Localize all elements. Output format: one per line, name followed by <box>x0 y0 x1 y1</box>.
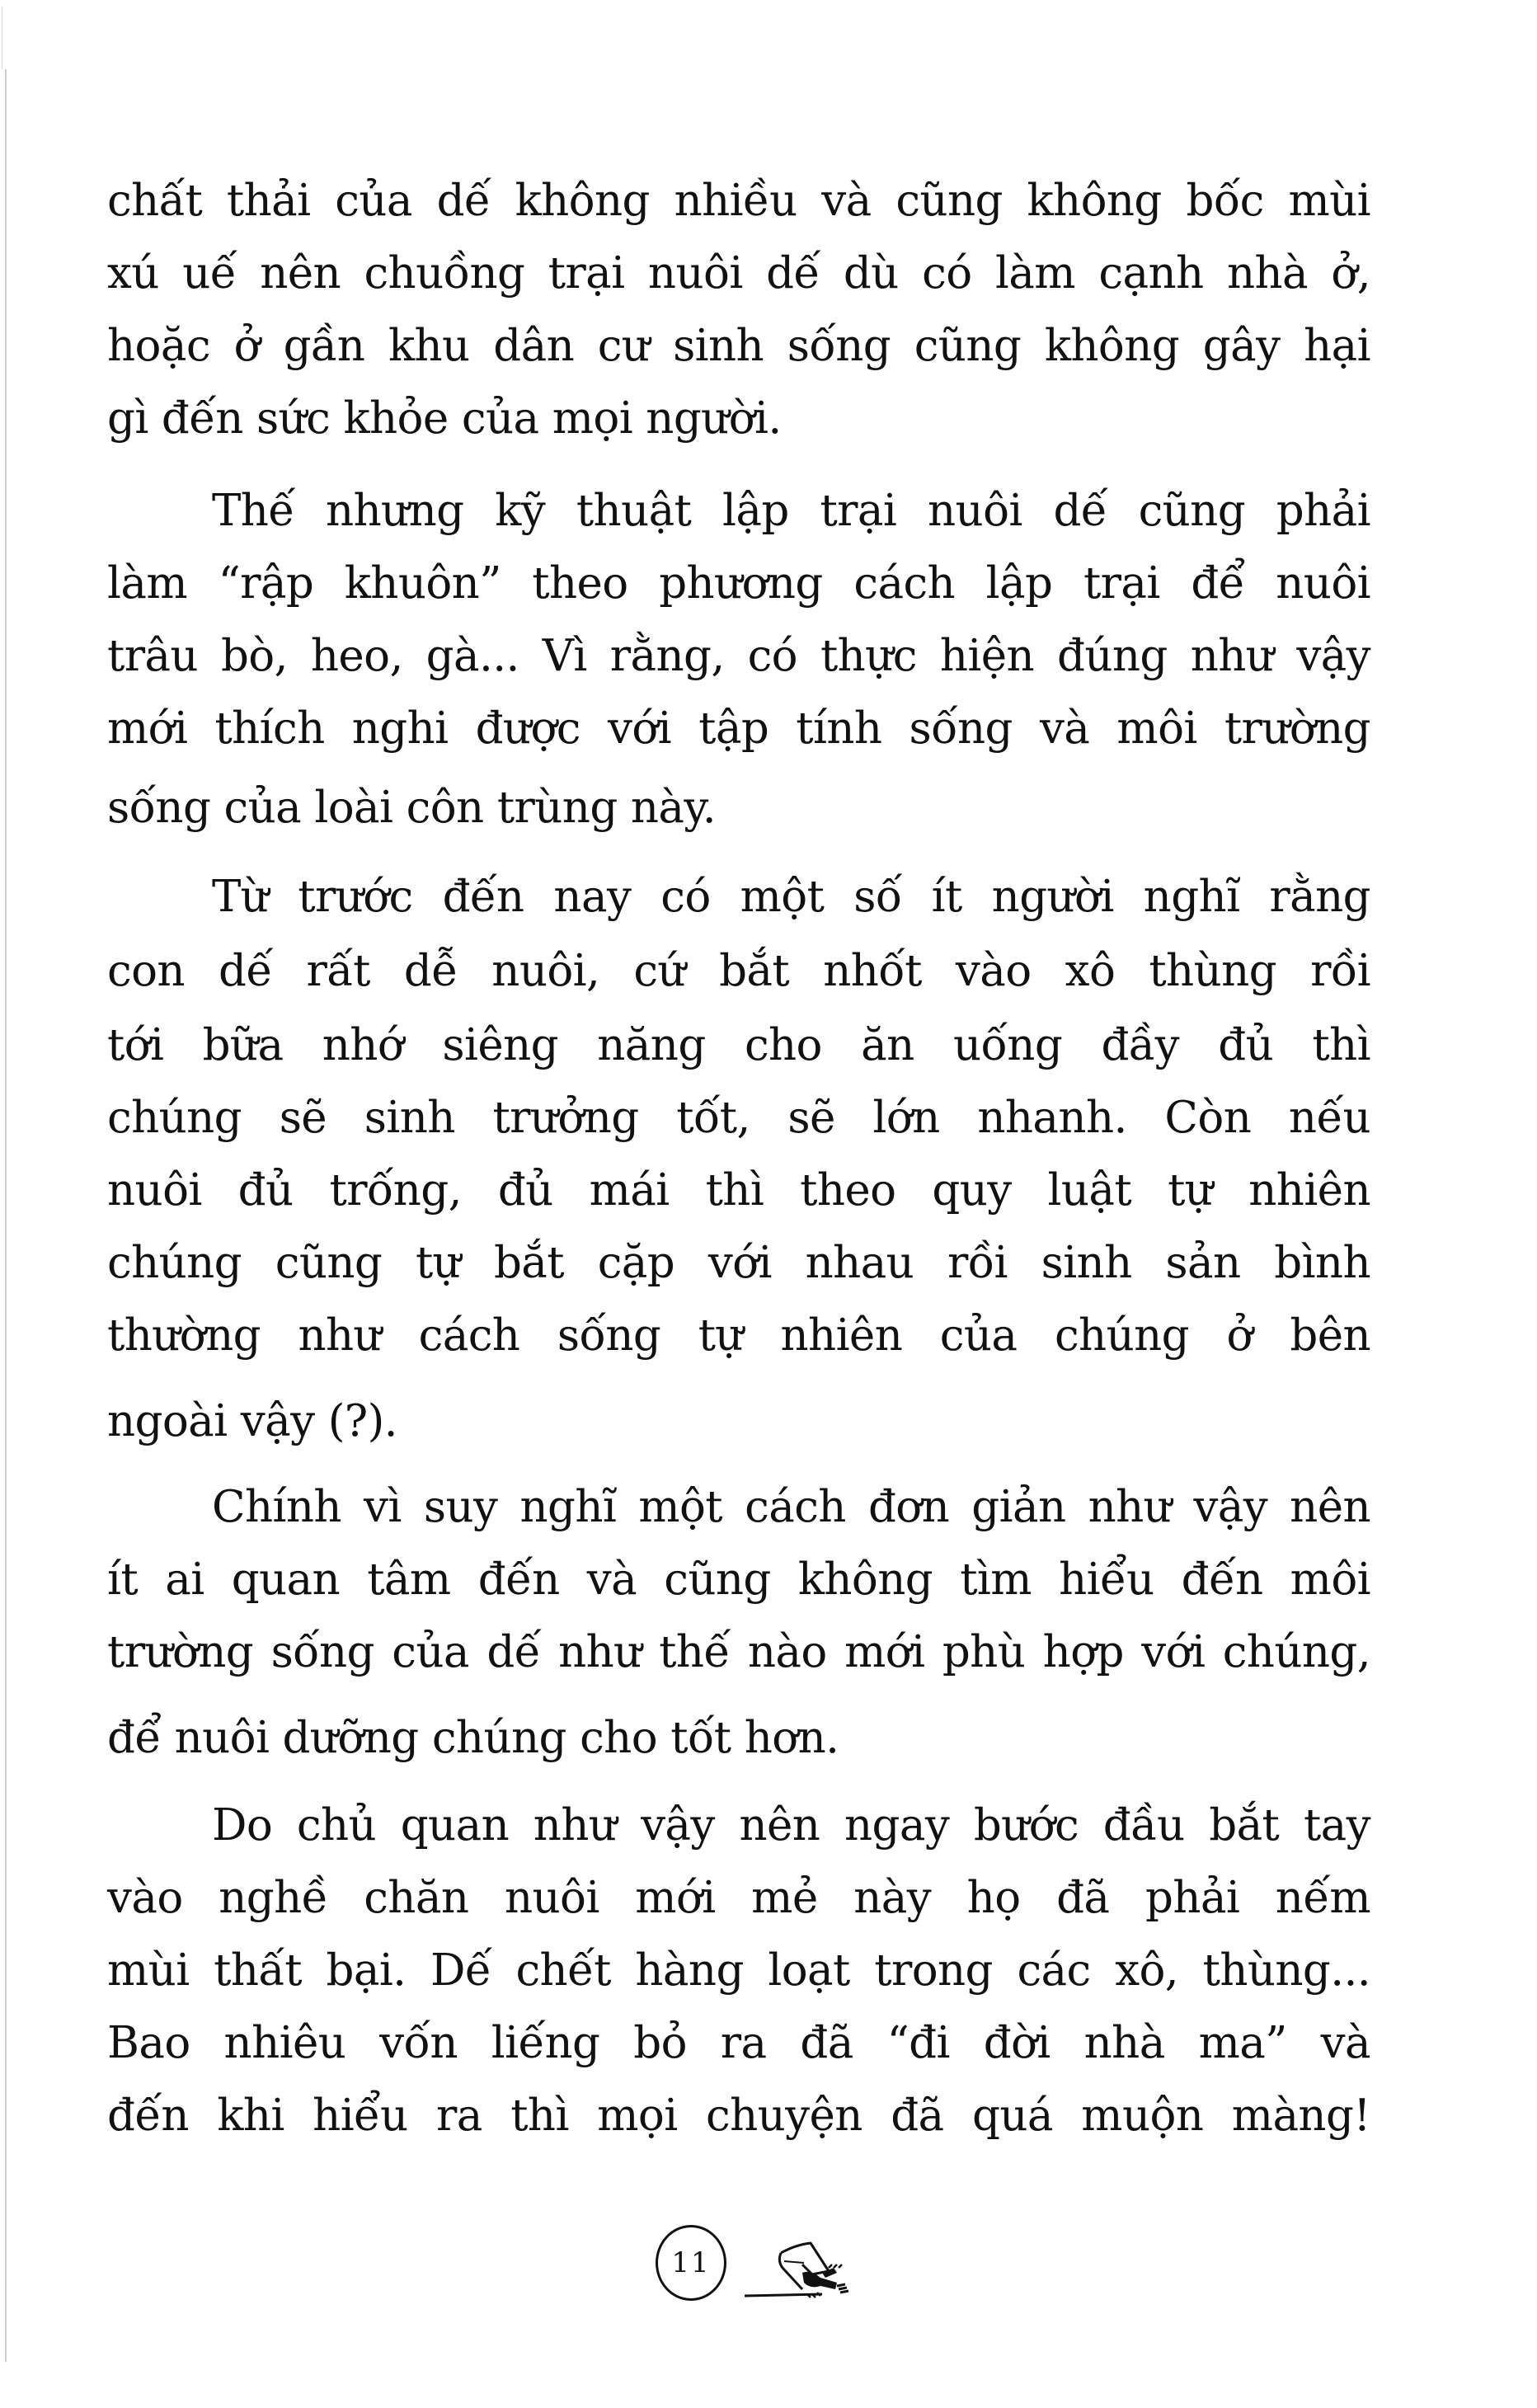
text-line: ngoài vậy (?). <box>107 1396 397 1446</box>
text-line: nuôi đủ trống, đủ mái thì theo quy luật tự nhiên <box>107 1165 1370 1216</box>
text-line: chúng cũng tự bắt cặp với nhau rồi sinh sản bình <box>107 1238 1370 1288</box>
text-line: Thế nhưng kỹ thuật lập trại nuôi dế cũng phải <box>212 486 1370 536</box>
text-line: Bao nhiêu vốn liếng bỏ ra đã “đi đời nhà ma” và <box>107 2018 1370 2068</box>
text-line: xú uế nên chuồng trại nuôi dế dù có làm cạnh nhà ở, <box>107 248 1370 299</box>
text-line: Chính vì suy nghĩ một cách đơn giản như vậy nên <box>212 1482 1370 1532</box>
text-line: mới thích nghi được với tập tính sống và môi trường <box>107 703 1370 754</box>
cricket-icon <box>705 2223 853 2306</box>
text-line: Do chủ quan như vậy nên ngay bước đầu bắt tay <box>212 1800 1370 1851</box>
page-edge-shadow <box>5 69 7 2362</box>
text-line: trường sống của dế như thế nào mới phù hợp với chúng, <box>107 1627 1370 1677</box>
text-line: Từ trước đến nay có một số ít người nghĩ rằng <box>212 872 1370 922</box>
text-line: để nuôi dưỡng chúng cho tốt hơn. <box>107 1713 839 1763</box>
text-line: con dế rất dễ nuôi, cứ bắt nhốt vào xô thùng rồi <box>107 946 1370 996</box>
page-footer <box>656 2223 853 2306</box>
page-number: 11 <box>656 2225 726 2301</box>
text-line: tới bữa nhớ siêng năng cho ăn uống đầy đủ thì <box>107 1020 1370 1070</box>
text-line: đến khi hiểu ra thì mọi chuyện đã quá muộn màng! <box>107 2091 1370 2141</box>
text-line: thường như cách sống tự nhiên của chúng ở bên <box>107 1310 1370 1361</box>
text-line: chất thải của dế không nhiều và cũng không bốc mùi <box>107 176 1370 226</box>
text-line: ít ai quan tâm đến và cũng không tìm hiểu đến môi <box>107 1554 1370 1605</box>
text-line: làm “rập khuôn” theo phương cách lập trại để nuôi <box>107 558 1370 609</box>
text-line: sống của loài côn trùng này. <box>107 783 716 833</box>
text-line: gì đến sức khỏe của mọi người. <box>107 393 782 444</box>
text-line: chúng sẽ sinh trưởng tốt, sẽ lớn nhanh. Còn nếu <box>107 1093 1370 1143</box>
text-line: hoặc ở gần khu dân cư sinh sống cũng không gây hại <box>107 321 1370 371</box>
text-line: mùi thất bại. Dế chết hàng loạt trong các xô, thùng... <box>107 1945 1370 1996</box>
text-line: vào nghề chăn nuôi mới mẻ này họ đã phải nếm <box>107 1873 1370 1923</box>
text-line: trâu bò, heo, gà... Vì rằng, có thực hiện đúng như vậy <box>107 631 1370 681</box>
